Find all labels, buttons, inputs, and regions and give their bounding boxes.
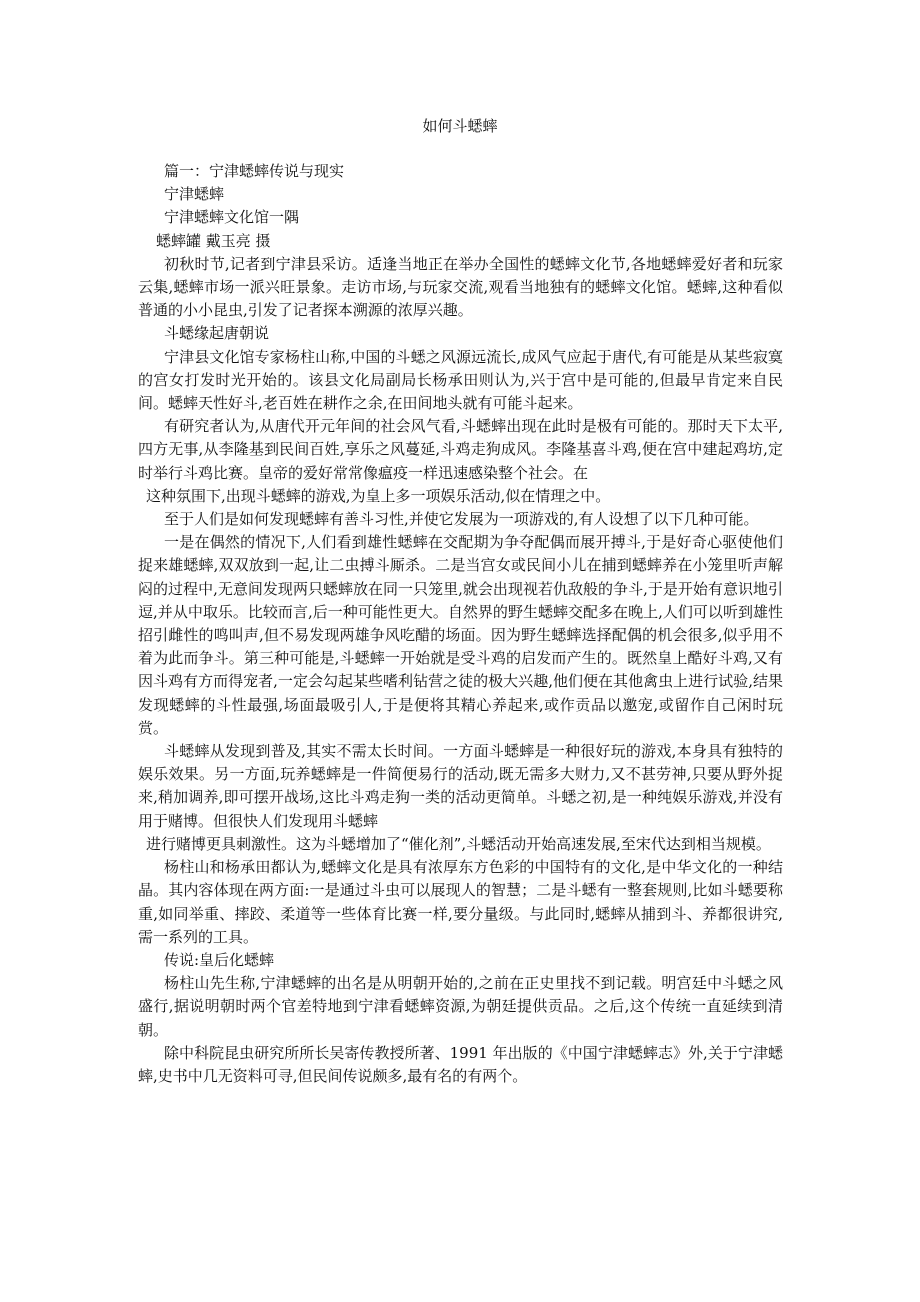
subheading: 斗蟋缘起唐朝说 (164, 324, 270, 343)
paragraph: 斗蟋蟀从发现到普及,其实不需太长时间。一方面斗蟋蟀是一种很好玩的游戏,本身具有独特的娱乐效果。另一方面,玩养蟋蟀是一件简便易行的活动,既无需多大财力,又不甚劳神,只要从野外捉来,稍加调养,即可摆开战场,这比斗鸡走狗一类的活动更简单。斗蟋之初,是一种纯娱乐游戏,并没有用于赌博。但很快人们发现用斗蟋蟀 (138, 742, 783, 830)
paragraph: 杨柱山和杨承田都认为,蟋蟀文化是具有浓厚东方色彩的中国特有的文化,是中华文化的一种结晶。其内容体现在两方面:一是通过斗虫可以展现人的智慧；二是斗蟋有一整套规则,比如斗蟋要称重,如同举重、摔跤、柔道等一些体育比赛一样,要分量级。与此同时,蟋蟀从捕到斗、养都很讲究,需一系列的工具。 (138, 858, 783, 946)
section-heading: 篇一：宁津蟋蟀传说与现实 (164, 162, 345, 180)
paragraph: 杨柱山先生称,宁津蟋蟀的出名是从明朝开始的,之前在正史里找不到记载。明宫廷中斗蟋之风盛行,据说明朝时两个官差特地到宁津看蟋蟀资源,为朝廷提供贡品。之后,这个传统一直延续到清朝。 (138, 974, 783, 1039)
paragraph: 一是在偶然的情况下,人们看到雄性蟋蟀在交配期为争夺配偶而展开搏斗,于是好奇心驱使他们捉来雄蟋蟀,双双放到一起,让二虫搏斗厮杀。二是当宫女或民间小儿在捕到蟋蟀养在小笼里听声解闷的过程中,无意间发现两只蟋蟀放在同一只笼里,就会出现视若仇敌般的争斗,于是开始有意识地引逗,并从中取乐。比较而言,后一种可能性更大。自然界的野生蟋蟀交配多在晚上,人们可以听到雄性招引雌性的鸣叫声,但不易发现两雄争风吃醋的场面。因为野生蟋蟀选择配偶的机会很多,似乎用不着为此而争斗。第三种可能是,斗蟋蟀一开始就是受斗鸡的启发而产生的。既然皇上酷好斗鸡,又有因斗鸡有方而得宠者,一定会勾起某些嗜利钻营之徒的极大兴趣,他们便在其他禽虫上进行试验,结果发现蟋蟀的斗性最强,场面最吸引人,于是便将其精心养起来,或作贡品以邀宠,或留作自己闲时玩赏。 (138, 533, 783, 737)
paragraph-continuation: 进行赌博更具刺激性。这为斗蟋增加了“催化剂”,斗蟋活动开始高速发展,至宋代达到相当规模。 (146, 834, 771, 853)
paragraph: 除中科院昆虫研究所所长吴寄传教授所著、1991 年出版的《中国宁津蟋蟀志》外,关于宁津蟋蟀,史书中几无资料可寻,但民间传说颇多,最有名的有两个。 (138, 1043, 783, 1085)
image-caption: 宁津蟋蟀文化馆一隅 (164, 208, 300, 227)
document-title: 如何斗蟋蟀 (422, 117, 498, 135)
paragraph: 有研究者认为,从唐代开元年间的社会风气看,斗蟋蟀出现在此时是极有可能的。那时天下太平,四方无事,从李隆基到民间百姓,享乐之风蔓延,斗鸡走狗成风。李隆基喜斗鸡,便在宫中建起鸡坊,定时举行斗鸡比赛。皇帝的爱好常常像瘟疫一样迅速感染整个社会。在 (138, 417, 783, 482)
paragraph: 宁津县文化馆专家杨柱山称,中国的斗蟋之风源远流长,成风气应起于唐代,有可能是从某些寂寞的宫女打发时光开始的。该县文化局副局长杨承田则认为,兴于宫中是可能的,但最早肯定来自民间。蟋蟀天性好斗,老百姓在耕作之余,在田间地头就有可能斗起来。 (138, 347, 783, 413)
paragraph-continuation: 这种氛围下,出现斗蟋蟀的游戏,为皇上多一项娱乐活动,似在情理之中。 (146, 486, 611, 505)
subheading: 宁津蟋蟀 (164, 185, 225, 204)
paragraph: 初秋时节,记者到宁津县采访。适逢当地正在举办全国性的蟋蟀文化节,各地蟋蟀爱好者和玩家云集,蟋蟀市场一派兴旺景象。走访市场,与玩家交流,观看当地独有的蟋蟀文化馆。蟋蟀,这种看似普通的小小昆虫,引发了记者探本溯源的浓厚兴趣。 (138, 254, 783, 320)
subheading: 传说:皇后化蟋蟀 (164, 950, 275, 969)
document-body (138, 160, 783, 1088)
photo-credit: 蟋蟀罐 戴玉亮 摄 (156, 231, 271, 250)
paragraph: 至于人们是如何发现蟋蟀有善斗习性,并使它发展为一项游戏的,有人设想了以下几种可能。 (164, 510, 759, 529)
